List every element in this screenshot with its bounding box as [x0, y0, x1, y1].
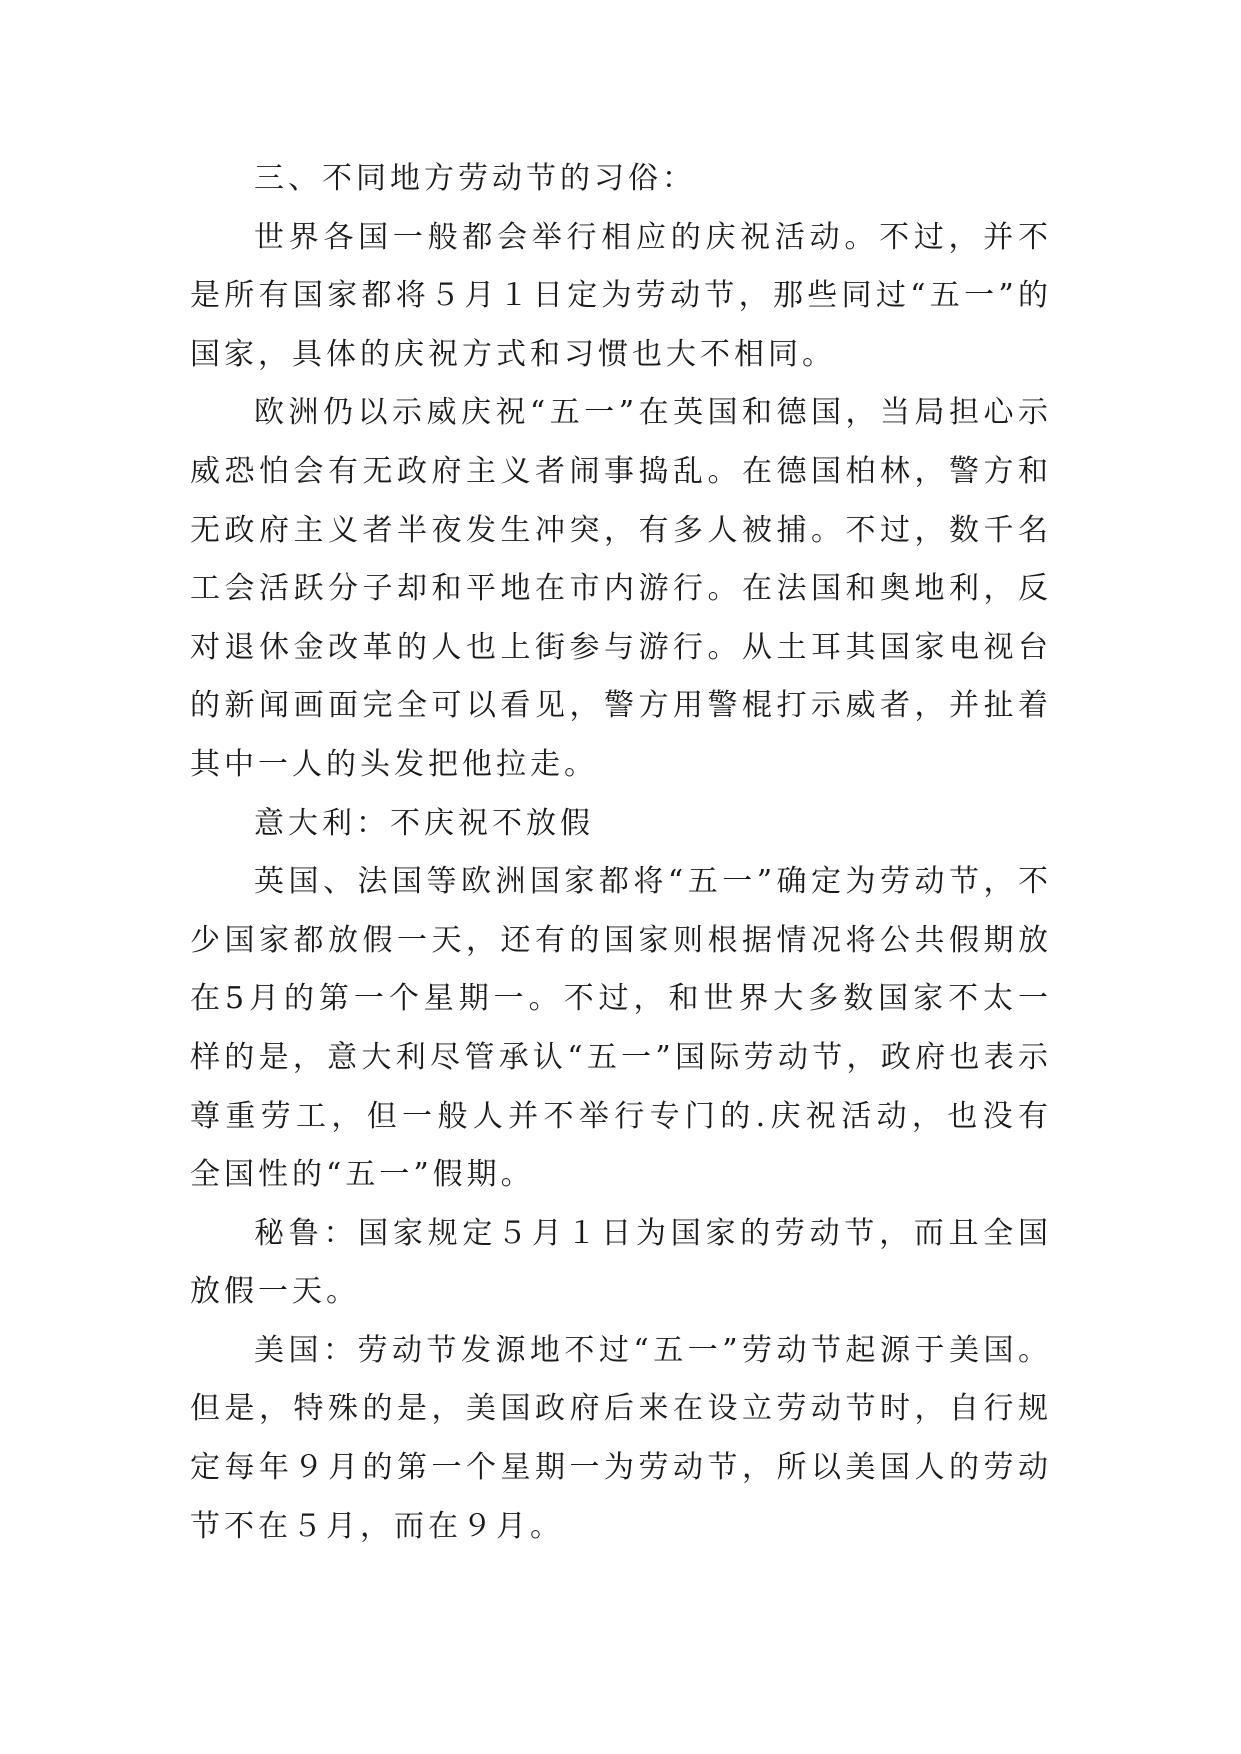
subheading-italy: 意大利：不庆祝不放假: [254, 805, 594, 841]
document-body: [190, 150, 1052, 1556]
paragraph-intro: 世界各国一般都会举行相应的庆祝活动。不过，并不是所有国家都将５月１日定为劳动节，那些同过“五一”的国家，具体的庆祝方式和习惯也大不相同。: [190, 219, 1052, 372]
paragraph-usa: 美国：劳动节发源地不过“五一”劳动节起源于美国。但是，特殊的是，美国政府后来在设立劳动节时，自行规定每年９月的第一个星期一为劳动节，所以美国人的劳动节不在５月，而在９月。: [190, 1332, 1052, 1544]
paragraph-europe: 欧洲仍以示威庆祝“五一”在英国和德国，当局担心示威恐怕会有无政府主义者闹事捣乱。在德国柏林，警方和无政府主义者半夜发生冲突，有多人被捕。不过，数千名工会活跃分子却和平地在市内游行。在法国和奥地利，反对退休金改革的人也上街参与游行。从土耳其国家电视台的新闻画面完全可以看见，警方用警棍打示威者，并扯着其中一人的头发把他拉走。: [190, 395, 1052, 782]
section-heading: 三、不同地方劳动节的习俗：: [254, 161, 696, 196]
paragraph-italy: 英国、法国等欧洲国家都将“五一”确定为劳动节，不少国家都放假一天，还有的国家则根据情况将公共假期放在5月的第一个星期一。不过，和世界大多数国家不太一样的是，意大利尽管承认“五一”国际劳动节，政府也表示尊重劳工，但一般人并不举行专门的.庆祝活动，也没有全国性的“五一”假期。: [190, 864, 1052, 1193]
paragraph-peru: 秘鲁：国家规定５月１日为国家的劳动节，而且全国放假一天。: [190, 1215, 1052, 1310]
